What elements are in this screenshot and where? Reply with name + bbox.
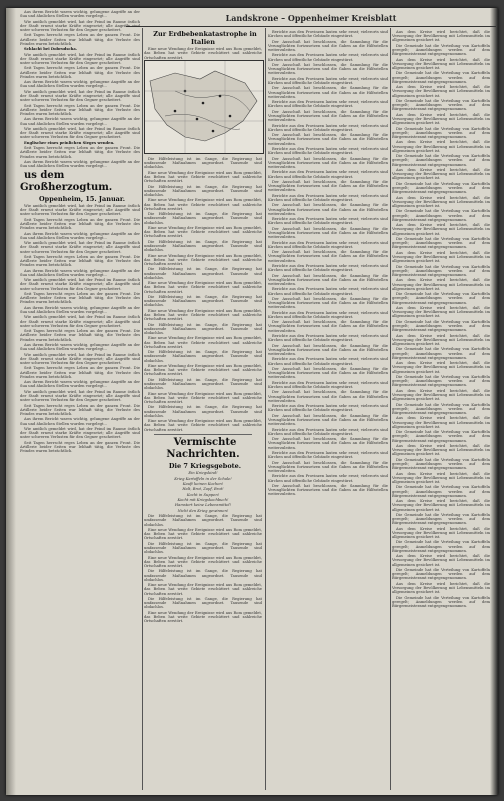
paragraph: Der Ausschuß hat beschlossen, die Sammlung für die Verunglückten fortzusetzen und die Gaben an die Hilfsstellen weiterzuleiten. (268, 179, 388, 193)
paragraph: Die Hilfeleistung ist im Gange, die Regierung hat umfassende Maßnahmen angeordnet. Tausende sind obdachlos. (144, 294, 262, 308)
paragraph: Aus dem Kreise wird berichtet, daß die Versorgung der Bevölkerung mit Lebensmitteln im allgemeinen gesichert ist. (392, 305, 490, 319)
paragraph: Die Gemeinde hat die Verteilung von Kartoffeln geregelt; Anmeldungen werden auf dem Bürgermeisteramt entgegengenommen. (392, 126, 490, 139)
paragraph: Berichte aus den Provinzen lauten sehr ernst; vielerorts sind Kirchen und öffentliche Gebäude eingestürzt. (268, 334, 388, 343)
paragraph: Aus dem Kreise wird berichtet, daß die Versorgung der Bevölkerung mit Lebensmitteln im allgemeinen gesichert ist. (392, 443, 490, 457)
paragraph: Berichte aus den Provinzen lauten sehr ernst; vielerorts sind Kirchen und öffentliche Gebäude eingestürzt. (268, 287, 388, 296)
paragraph: Die Hilfeleistung ist im Gange, die Regierung hat umfassende Maßnahmen angeordnet. Tausende sind obdachlos. (144, 322, 262, 335)
paragraph: Aus dem Kreise wird berichtet, daß die Versorgung der Bevölkerung mit Lebensmitteln im allgemeinen gesichert ist. (392, 167, 490, 181)
poem-line: Nicht den Krieg gewinnen! (177, 508, 229, 513)
paragraph: Aus dem Kreise wird berichtet, daß die Versorgung der Bevölkerung mit Lebensmitteln im allgemeinen gesichert ist. (392, 388, 490, 402)
paragraph: Seit Tagen herrscht reges Leben an der ganzen Front. Die Artillerie beider Seiten war lebhaft tätig, die Verluste des Feindes waren beträchtlich. (20, 146, 140, 159)
paragraph: Aus ihrem Bericht waren wichtig, gelungene Angriffe an der Sua und ähnlichen Stellen wurden vorgelegt... (20, 305, 140, 315)
paragraph: Seit Tagen herrscht reges Leben an der ganzen Front. Die Artillerie beider Seiten war lebhaft tätig, die Verluste des Feindes waren beträchtlich. (20, 217, 140, 231)
earthquake-map (144, 60, 264, 154)
paragraph: Die Gemeinde hat die Verteilung von Kartoffeln geregelt; Anmeldungen werden auf dem Bürgermeisteramt entgegengenommen. (392, 457, 490, 471)
paragraph: Aus ihrem Bericht waren wichtig, gelungene Angriffe an der Sua und ähnlichen Stellen wurden vorgelegt... (20, 10, 140, 19)
paragraph: Wie amtlich gemeldet wird, hat der Feind im Raume östlich der Stadt erneut starke Kräfte eingesetzt; alle Angriffe sind unter schweren Verlusten für den Gegner gescheitert. (20, 89, 140, 103)
paragraph: Die Gemeinde hat die Verteilung von Kartoffeln geregelt; Anmeldungen werden auf dem Bürgermeisteramt entgegengenommen. (392, 236, 490, 250)
section-heading: Englischer eines peinlichen Sieges wenden. (24, 140, 115, 145)
article-headline: Zur Erdbebenkatastrophe in Italien (153, 30, 257, 46)
paragraph: Berichte aus den Provinzen lauten sehr ernst; vielerorts sind Kirchen und öffentliche Gebäude eingestürzt. (268, 240, 388, 249)
newspaper-masthead: Landskrone – Oppenheimer Kreisblatt (126, 10, 496, 27)
paragraph: Eine neue Wendung der Ereignisse wird aus Rom gemeldet, das Beben hat weite Gebiete erschüttert und zahlreiche Ortschaften zerstört. (144, 170, 262, 184)
paragraph: Die Gemeinde hat die Verteilung von Kartoffeln geregelt; Anmeldungen werden auf dem Bürgermeisteramt entgegengenommen. (392, 568, 490, 581)
paragraph: Die Hilfeleistung ist im Gange, die Regierung hat umfassende Maßnahmen angeordnet. Tausende sind obdachlos. (144, 569, 262, 582)
paragraph: Aus ihrem Bericht waren wichtig, gelungene Angriffe an der Sua und ähnlichen Stellen wurden vorgelegt... (20, 80, 140, 89)
paragraph: Aus ihrem Bericht waren wichtig, gelungene Angriffe an der Sua und ähnlichen Stellen wurden vorgelegt... (20, 380, 140, 389)
paragraph: Aus ihrem Bericht waren wichtig, gelungene Angriffe an der Sua und ähnlichen Stellen wurden vorgelegt... (20, 231, 140, 240)
paragraph: Die Gemeinde hat die Verteilung von Kartoffeln geregelt; Anmeldungen werden auf dem Bürgermeisteramt entgegengenommen. (392, 98, 490, 112)
paragraph: Eine neue Wendung der Ereignisse wird aus Rom gemeldet, das Beben hat weite Gebiete erschüttert und zahlreiche Ortschaften zerstört. (144, 336, 262, 349)
paragraph: Die Gemeinde hat die Verteilung von Kartoffeln geregelt; Anmeldungen werden auf dem Bürgermeisteramt entgegengenommen. (392, 319, 490, 333)
paragraph: Eine neue Wendung der Ereignisse wird aus Rom gemeldet, das Beben hat weite Gebiete erschüttert und zahlreiche Ortschaften zerstört. (144, 583, 262, 596)
poem-line: Hamstert keine Lebensmittel! (174, 503, 232, 508)
paragraph: Berichte aus den Provinzen lauten sehr ernst; vielerorts sind Kirchen und öffentliche Gebäude eingestürzt. (268, 193, 388, 202)
paragraph: Seit Tagen herrscht reges Leben an der ganzen Front. Die Artillerie beider Seiten war lebhaft tätig, die Verluste des Feindes waren beträchtlich. (20, 254, 140, 268)
column-4 (392, 30, 490, 790)
paragraph: Die Hilfeleistung ist im Gange, die Regierung hat umfassende Maßnahmen angeordnet. Tausende sind obdachlos. (144, 239, 262, 253)
paragraph: Die Gemeinde hat die Verteilung von Kartoffeln geregelt; Anmeldungen werden auf dem Bürgermeisteramt entgegengenommen. (392, 374, 490, 388)
paragraph: Berichte aus den Provinzen lauten sehr ernst; vielerorts sind Kirchen und öffentliche Gebäude eingestürzt. (268, 100, 388, 109)
paragraph: Berichte aus den Provinzen lauten sehr ernst; vielerorts sind Kirchen und öffentliche Gebäude eingestürzt. (268, 474, 388, 483)
paragraph: Eine neue Wendung der Ereignisse wird aus Rom gemeldet, das Beben hat weite Gebiete erschüttert und zahlreiche Ortschaften zerstört. (144, 253, 262, 266)
paragraph: Seit Tagen herrscht reges Leben an der ganzen Front. Die Artillerie beider Seiten war lebhaft tätig, die Verluste des Feindes waren beträchtlich. (20, 366, 140, 379)
paragraph: Wie amtlich gemeldet wird, hat der Feind im Raume östlich der Stadt erneut starke Kräfte eingesetzt; alle Angriffe sind unter schweren Verlusten für den Gegner gescheitert. (20, 315, 140, 328)
paragraph: Seit Tagen herrscht reges Leben an der ganzen Front. Die Artillerie beider Seiten war lebhaft tätig, die Verluste des Feindes waren beträchtlich. (20, 103, 140, 116)
paragraph: Wie amtlich gemeldet wird, hat der Feind im Raume östlich der Stadt erneut starke Kräfte eingesetzt; alle Angriffe sind unter schweren Verlusten für den Gegner gescheitert. (20, 278, 140, 291)
paragraph: Berichte aus den Provinzen lauten sehr ernst; vielerorts sind Kirchen und öffentliche Gebäude eingestürzt. (268, 123, 388, 132)
paragraph: Der Ausschuß hat beschlossen, die Sammlung für die Verunglückten fortzusetzen und die Gaben an die Hilfsstellen weiterzuleiten. (268, 226, 388, 240)
paragraph: Der Ausschuß hat beschlossen, die Sammlung für die Verunglückten fortzusetzen und die Gaben an die Hilfsstellen weiterzuleiten. (268, 109, 388, 123)
column-3 (268, 30, 388, 790)
paragraph: Die Hilfeleistung ist im Gange, die Regierung hat umfassende Maßnahmen angeordnet. Tausende sind obdachlos. (144, 350, 262, 363)
paragraph: Aus dem Kreise wird berichtet, daß die Versorgung der Bevölkerung mit Lebensmitteln im allgemeinen gesichert ist. (392, 581, 490, 595)
paragraph: Berichte aus den Provinzen lauten sehr ernst; vielerorts sind Kirchen und öffentliche Gebäude eingestürzt. (268, 76, 388, 85)
paragraph: Die Gemeinde hat die Verteilung von Kartoffeln geregelt; Anmeldungen werden auf dem Bürgermeisteramt entgegengenommen. (392, 540, 490, 553)
paragraph: Eine neue Wendung der Ereignisse wird aus Rom gemeldet, das Beben hat weite Gebiete erschüttert und zahlreiche Ortschaften zerstört. (144, 555, 262, 569)
paragraph: Eine neue Wendung der Ereignisse wird aus Rom gemeldet, das Beben hat weite Gebiete erschüttert und zahlreiche Ortschaften zerstört. (144, 363, 262, 377)
paragraph: Wie amtlich gemeldet wird, hat der Feind im Raume östlich der Stadt erneut starke Kräfte eingesetzt; alle Angriffe sind unter schweren Verlusten für den Gegner gescheitert. (20, 241, 140, 254)
paragraph: Berichte aus den Provinzen lauten sehr ernst; vielerorts sind Kirchen und öffentliche Gebäude eingestürzt. (268, 263, 388, 273)
paragraph: Aus dem Kreise wird berichtet, daß die Versorgung der Bevölkerung mit Lebensmitteln im allgemeinen gesichert ist. (392, 112, 490, 126)
paragraph: Die Hilfeleistung ist im Gange, die Regierung hat umfassende Maßnahmen angeordnet. Tausende sind obdachlos. (144, 514, 262, 527)
paragraph: Die Gemeinde hat die Verteilung von Kartoffeln geregelt; Anmeldungen werden auf dem Bürgermeisteramt entgegengenommen. (392, 71, 490, 84)
paragraph: Der Ausschuß hat beschlossen, die Sammlung für die Verunglückten fortzusetzen und die Gaben an die Hilfsstellen weiterzuleiten. (268, 484, 388, 497)
paragraph: Der Ausschuß hat beschlossen, die Sammlung für die Verunglückten fortzusetzen und die Gaben an die Hilfsstellen weiterzuleiten. (268, 273, 388, 286)
paragraph: Die Hilfeleistung ist im Gange, die Regierung hat umfassende Maßnahmen angeordnet. Tausende sind obdachlos. (144, 541, 262, 555)
paragraph: Seit Tagen herrscht reges Leben an der ganzen Front. Die Artillerie beider Seiten war lebhaft tätig, die Verluste des Feindes waren beträchtlich. (20, 403, 140, 417)
paragraph: Wie amtlich gemeldet wird, hat der Feind im Raume östlich der Stadt erneut starke Kräfte eingesetzt; alle Angriffe sind unter schweren Verlusten für den Gegner gescheitert. (20, 203, 140, 217)
paragraph: Seit Tagen herrscht reges Leben an der ganzen Front. Die Artillerie beider Seiten war lebhaft tätig, die Verluste des Feindes waren beträchtlich. (20, 329, 140, 342)
paragraph: Wie amtlich gemeldet wird, hat der Feind im Raume östlich der Stadt erneut starke Kräfte eingesetzt; alle Angriffe sind unter schweren Verlusten für den Gegner gescheitert. (20, 352, 140, 366)
paragraph: Der Ausschuß hat beschlossen, die Sammlung für die Verunglückten fortzusetzen und die Gaben an die Hilfsstellen weiterzuleiten. (268, 343, 388, 357)
paragraph: Die Hilfeleistung ist im Gange, die Regierung hat umfassende Maßnahmen angeordnet. Tausende sind obdachlos. (144, 156, 262, 170)
paragraph: Aus ihrem Bericht waren wichtig, gelungene Angriffe an der Sua und ähnlichen Stellen wurden vorgelegt... (20, 417, 140, 426)
paragraph: Berichte aus den Provinzen lauten sehr ernst; vielerorts sind Kirchen und öffentliche Gebäude eingestürzt. (268, 146, 388, 156)
paragraph: Der Ausschuß hat beschlossen, die Sammlung für die Verunglückten fortzusetzen und die Gaben an die Hilfsstellen weiterzuleiten. (268, 39, 388, 52)
paragraph: Aus ihrem Bericht waren wichtig, gelungene Angriffe an der Sua und ähnlichen Stellen wurden vorgelegt... (20, 268, 140, 277)
paragraph: Aus ihrem Bericht waren wichtig, gelungene Angriffe an der Sua und ähnlichen Stellen wurden vorgelegt... (20, 117, 140, 126)
paragraph: Die Gemeinde hat die Verteilung von Kartoffeln geregelt; Anmeldungen werden auf dem Bürgermeisteramt entgegengenommen. (392, 402, 490, 415)
column-rule (265, 28, 266, 790)
paragraph: Seit Tagen herrscht reges Leben an der ganzen Front. Die Artillerie beider Seiten war lebhaft tätig, die Verluste des Feindes waren beträchtlich. (20, 292, 140, 305)
paragraph: Berichte aus den Provinzen lauten sehr ernst; vielerorts sind Kirchen und öffentliche Gebäude eingestürzt. (268, 404, 388, 413)
paragraph: Seit Tagen herrscht reges Leben an der ganzen Front. Die Artillerie beider Seiten war lebhaft tätig, die Verluste des Feindes waren beträchtlich. (20, 66, 140, 79)
poem-line: Krieg Kartoffeln in der Schale! (174, 476, 232, 481)
paragraph: Aus ihrem Bericht waren wichtig, gelungene Angriffe an der Sua und ähnlichen Stellen wurden vorgelegt... (20, 159, 140, 169)
paragraph: Die Gemeinde hat die Verteilung von Kartoffeln geregelt; Anmeldungen werden auf dem Bürgermeisteramt entgegengenommen. (392, 43, 490, 57)
paragraph: Aus dem Kreise wird berichtet, daß die Versorgung der Bevölkerung mit Lebensmitteln im allgemeinen gesichert ist. (392, 30, 490, 43)
paragraph: Der Ausschuß hat beschlossen, die Sammlung für die Verunglückten fortzusetzen und die Gaben an die Hilfsstellen weiterzuleiten. (268, 460, 388, 474)
paragraph: Berichte aus den Provinzen lauten sehr ernst; vielerorts sind Kirchen und öffentliche Gebäude eingestürzt. (268, 310, 388, 319)
poem-line: Kauft keinen Kuchen! (182, 481, 224, 486)
paragraph: Eine neue Wendung der Ereignisse wird aus Rom gemeldet, das Beben hat weite Gebiete erschüttert und zahlreiche Ortschaften zerstört. (144, 528, 262, 541)
paragraph: Die Hilfeleistung ist im Gange, die Regierung hat umfassende Maßnahmen angeordnet. Tausende sind obdachlos. (144, 377, 262, 391)
paragraph: Berichte aus den Provinzen lauten sehr ernst; vielerorts sind Kirchen und öffentliche Gebäude eingestürzt. (268, 380, 388, 390)
paragraph: Die Hilfeleistung ist im Gange, die Regierung hat umfassende Maßnahmen angeordnet. Tausende sind obdachlos. (144, 212, 262, 225)
paragraph: Berichte aus den Provinzen lauten sehr ernst; vielerorts sind Kirchen und öffentliche Gebäude eingestürzt. (268, 427, 388, 436)
paragraph: Aus dem Kreise wird berichtet, daß die Versorgung der Bevölkerung mit Lebensmitteln im allgemeinen gesichert ist. (392, 140, 490, 153)
paragraph: Der Ausschuß hat beschlossen, die Sammlung für die Verunglückten fortzusetzen und die Gaben an die Hilfsstellen weiterzuleiten. (268, 367, 388, 380)
paragraph: Der Ausschuß hat beschlossen, die Sammlung für die Verunglückten fortzusetzen und die Gaben an die Hilfsstellen weiterzuleiten. (268, 296, 388, 310)
paragraph: Der Ausschuß hat beschlossen, die Sammlung für die Verunglückten fortzusetzen und die Gaben an die Hilfsstellen weiterzuleiten. (268, 413, 388, 427)
paragraph: Die Hilfeleistung ist im Gange, die Regierung hat umfassende Maßnahmen angeordnet. Tausende sind obdachlos. (144, 267, 262, 280)
paragraph: Aus dem Kreise wird berichtet, daß die Versorgung der Bevölkerung mit Lebensmitteln im allgemeinen gesichert ist. (392, 471, 490, 484)
paragraph: Die Hilfeleistung ist im Gange, die Regierung hat umfassende Maßnahmen angeordnet. Tausende sind obdachlos. (144, 597, 262, 610)
paragraph: Die Gemeinde hat die Verteilung von Kartoffeln geregelt; Anmeldungen werden auf dem Bürgermeisteramt entgegengenommen. (392, 292, 490, 305)
paragraph: Der Ausschuß hat beschlossen, die Sammlung für die Verunglückten fortzusetzen und die Gaben an die Hilfsstellen weiterzuleiten. (268, 250, 388, 263)
paragraph: Aus ihrem Bericht waren wichtig, gelungene Angriffe an der Sua und ähnlichen Stellen wurden vorgelegt... (20, 343, 140, 352)
paragraph: Aus dem Kreise wird berichtet, daß die Versorgung der Bevölkerung mit Lebensmitteln im allgemeinen gesichert ist. (392, 361, 490, 374)
column-1 (20, 10, 140, 790)
column-rule (390, 28, 391, 790)
paragraph: Die Gemeinde hat die Verteilung von Kartoffeln geregelt; Anmeldungen werden auf dem Bürgermeisteramt entgegengenommen. (392, 512, 490, 526)
paragraph: Der Ausschuß hat beschlossen, die Sammlung für die Verunglückten fortzusetzen und die Gaben an die Hilfsstellen weiterzuleiten. (268, 437, 388, 450)
paragraph: Eine neue Wendung der Ereignisse wird aus Rom gemeldet, das Beben hat weite Gebiete erschüttert und zahlreiche Ortschaften zerstört. (144, 47, 262, 60)
poem-title: Die 7 Kriegsgebote. (168, 461, 242, 470)
poem-line: Halt, Brot, Zopf, Brot! (182, 487, 224, 492)
paragraph: Eine neue Wendung der Ereignisse wird aus Rom gemeldet, das Beben hat weite Gebiete erschüttert und zahlreiche Ortschaften zerstört. (144, 419, 262, 432)
paragraph: Eine neue Wendung der Ereignisse wird aus Rom gemeldet, das Beben hat weite Gebiete erschüttert und zahlreiche Ortschaften zerstört. (144, 308, 262, 322)
separator (154, 434, 252, 435)
paragraph: Berichte aus den Provinzen lauten sehr ernst; vielerorts sind Kirchen und öffentliche Gebäude eingestürzt. (268, 217, 388, 226)
paragraph: Die Gemeinde hat die Verteilung von Kartoffeln geregelt; Anmeldungen werden auf dem Bürgermeisteramt entgegengenommen. (392, 181, 490, 195)
paragraph: Wie amtlich gemeldet wird, hat der Feind im Raume östlich der Stadt erneut starke Kräfte eingesetzt; alle Angriffe sind unter schweren Verlusten für den Gegner gescheitert. (20, 126, 140, 140)
paragraph: Aus dem Kreise wird berichtet, daß die Versorgung der Bevölkerung mit Lebensmitteln im allgemeinen gesichert ist. (392, 499, 490, 512)
paragraph: Eine neue Wendung der Ereignisse wird aus Rom gemeldet, das Beben hat weite Gebiete erschüttert und zahlreiche Ortschaften zerstört. (144, 610, 262, 624)
dateline: Oppenheim, 15. Januar. (39, 194, 125, 203)
paragraph: Aus dem Kreise wird berichtet, daß die Versorgung der Bevölkerung mit Lebensmitteln im allgemeinen gesichert ist. (392, 195, 490, 208)
paragraph: Aus dem Kreise wird berichtet, daß die Versorgung der Bevölkerung mit Lebensmitteln im allgemeinen gesichert ist. (392, 250, 490, 264)
paragraph: Die Gemeinde hat die Verteilung von Kartoffeln geregelt; Anmeldungen werden auf dem Bürgermeisteramt entgegengenommen. (392, 430, 490, 443)
paragraph: Die Gemeinde hat die Verteilung von Kartoffeln geregelt; Anmeldungen werden auf dem Bürgermeisteramt entgegengenommen. (392, 264, 490, 277)
paragraph: Der Ausschuß hat beschlossen, die Sammlung für die Verunglückten fortzusetzen und die Gaben an die Hilfsstellen weiterzuleiten. (268, 203, 388, 216)
paragraph: Aus dem Kreise wird berichtet, daß die Versorgung der Bevölkerung mit Lebensmitteln im allgemeinen gesichert ist. (392, 526, 490, 540)
paragraph: Wie amtlich gemeldet wird, hat der Feind im Raume östlich der Stadt erneut starke Kräfte eingesetzt; alle Angriffe sind unter schweren Verlusten für den Gegner gescheitert. (20, 52, 140, 65)
poem-line: Kocht in Suppen! (186, 492, 220, 497)
paragraph: Aus dem Kreise wird berichtet, daß die Versorgung der Bevölkerung mit Lebensmitteln im allgemeinen gesichert ist. (392, 57, 490, 70)
paragraph: Aus dem Kreise wird berichtet, daß die Versorgung der Bevölkerung mit Lebensmitteln im allgemeinen gesichert ist. (392, 223, 490, 236)
paragraph: Berichte aus den Provinzen lauten sehr ernst; vielerorts sind Kirchen und öffentliche Gebäude eingestürzt. (268, 451, 388, 460)
paragraph: Aus dem Kreise wird berichtet, daß die Versorgung der Bevölkerung mit Lebensmitteln im allgemeinen gesichert ist. (392, 416, 490, 429)
paragraph: Der Ausschuß hat beschlossen, die Sammlung für die Verunglückten fortzusetzen und die Gaben an die Hilfsstellen weiterzuleiten. (268, 62, 388, 76)
paragraph: Der Ausschuß hat beschlossen, die Sammlung für die Verunglückten fortzusetzen und die Gaben an die Hilfsstellen weiterzuleiten. (268, 156, 388, 169)
paragraph: Die Gemeinde hat die Verteilung von Kartoffeln geregelt; Anmeldungen werden auf dem Bürgermeisteramt entgegengenommen. (392, 347, 490, 360)
binding-spine (490, 8, 498, 795)
section-headline: us dem Großherzogtum. (20, 169, 113, 193)
paragraph: Berichte aus den Provinzen lauten sehr ernst; vielerorts sind Kirchen und öffentliche Gebäude eingestürzt. (268, 357, 388, 366)
paragraph: Die Hilfeleistung ist im Gange, die Regierung hat umfassende Maßnahmen angeordnet. Tausende sind obdachlos. (144, 405, 262, 418)
paragraph: Die Hilfeleistung ist im Gange, die Regierung hat umfassende Maßnahmen angeordnet. Tausende sind obdachlos. (144, 184, 262, 197)
section-heading: Schlacht bei Dobrudscha. (24, 47, 78, 52)
paragraph: Wie amtlich gemeldet wird, hat der Feind im Raume östlich der Stadt erneut starke Kräfte eingesetzt; alle Angriffe sind unter schweren Verlusten für den Gegner gescheitert. (20, 389, 140, 403)
page-fold (6, 8, 16, 795)
column-rule (142, 28, 143, 790)
paragraph: Die Gemeinde hat die Verteilung von Kartoffeln geregelt; Anmeldungen werden auf dem Bürgermeisteramt entgegengenommen. (392, 595, 490, 609)
paragraph: Die Gemeinde hat die Verteilung von Kartoffeln geregelt; Anmeldungen werden auf dem Bürgermeisteramt entgegengenommen. (392, 485, 490, 498)
paragraph: Eine neue Wendung der Ereignisse wird aus Rom gemeldet, das Beben hat weite Gebiete erschüttert und zahlreiche Ortschaften zerstört. (144, 281, 262, 294)
misc-headline: Vermischte Nachrichten. (166, 436, 240, 460)
paragraph: Aus dem Kreise wird berichtet, daß die Versorgung der Bevölkerung mit Lebensmitteln im allgemeinen gesichert ist. (392, 333, 490, 346)
newspaper-page (6, 8, 498, 795)
paragraph: Aus dem Kreise wird berichtet, daß die Versorgung der Bevölkerung mit Lebensmitteln im allgemeinen gesichert ist. (392, 554, 490, 567)
paragraph: Berichte aus den Provinzen lauten sehr ernst; vielerorts sind Kirchen und öffentliche Gebäude eingestürzt. (268, 53, 388, 62)
poem-line: Kocht mit Kriegskochbuch! (177, 498, 229, 503)
paragraph: Wie amtlich gemeldet wird, hat der Feind im Raume östlich der Stadt erneut starke Kräfte eingesetzt; alle Angriffe sind unter schweren Verlusten für den Gegner gescheitert. (20, 427, 140, 440)
paragraph: Eine neue Wendung der Ereignisse wird aus Rom gemeldet, das Beben hat weite Gebiete erschüttert und zahlreiche Ortschaften zerstört. (144, 198, 262, 211)
paragraph: Berichte aus den Provinzen lauten sehr ernst; vielerorts sind Kirchen und öffentliche Gebäude eingestürzt. (268, 30, 388, 39)
paragraph: Aus dem Kreise wird berichtet, daß die Versorgung der Bevölkerung mit Lebensmitteln im allgemeinen gesichert ist. (392, 278, 490, 291)
paragraph: Eine neue Wendung der Ereignisse wird aus Rom gemeldet, das Beben hat weite Gebiete erschüttert und zahlreiche Ortschaften zerstört. (144, 391, 262, 404)
paragraph: Der Ausschuß hat beschlossen, die Sammlung für die Verunglückten fortzusetzen und die Gaben an die Hilfsstellen weiterzuleiten. (268, 320, 388, 333)
paragraph: Wie amtlich gemeldet wird, hat der Feind im Raume östlich der Stadt erneut starke Kräfte eingesetzt; alle Angriffe sind unter schweren Verlusten für den Gegner gescheitert. (20, 19, 140, 32)
poem-line: Ein Kriegskind! (188, 471, 218, 476)
paragraph: Seit Tagen herrscht reges Leben an der ganzen Front. Die Artillerie beider Seiten war lebhaft tätig, die Verluste des Feindes waren beträchtlich. (20, 440, 140, 454)
paragraph: Der Ausschuß hat beschlossen, die Sammlung für die Verunglückten fortzusetzen und die Gaben an die Hilfsstellen weiterzuleiten. (268, 86, 388, 99)
paragraph: Die Gemeinde hat die Verteilung von Kartoffeln geregelt; Anmeldungen werden auf dem Bürgermeisteramt entgegengenommen. (392, 209, 490, 222)
paragraph: Berichte aus den Provinzen lauten sehr ernst; vielerorts sind Kirchen und öffentliche Gebäude eingestürzt. (268, 170, 388, 179)
paragraph: Der Ausschuß hat beschlossen, die Sammlung für die Verunglückten fortzusetzen und die Gaben an die Hilfsstellen weiterzuleiten. (268, 390, 388, 403)
paragraph: Der Ausschuß hat beschlossen, die Sammlung für die Verunglückten fortzusetzen und die Gaben an die Hilfsstellen weiterzuleiten. (268, 133, 388, 146)
paragraph: Aus dem Kreise wird berichtet, daß die Versorgung der Bevölkerung mit Lebensmitteln im allgemeinen gesichert ist. (392, 85, 490, 98)
paragraph: Eine neue Wendung der Ereignisse wird aus Rom gemeldet, das Beben hat weite Gebiete erschüttert und zahlreiche Ortschaften zerstört. (144, 225, 262, 239)
paragraph: Seit Tagen herrscht reges Leben an der ganzen Front. Die Artillerie beider Seiten war lebhaft tätig, die Verluste des Feindes waren beträchtlich. (20, 33, 140, 46)
paragraph: Die Gemeinde hat die Verteilung von Kartoffeln geregelt; Anmeldungen werden auf dem Bürgermeisteramt entgegengenommen. (392, 154, 490, 167)
